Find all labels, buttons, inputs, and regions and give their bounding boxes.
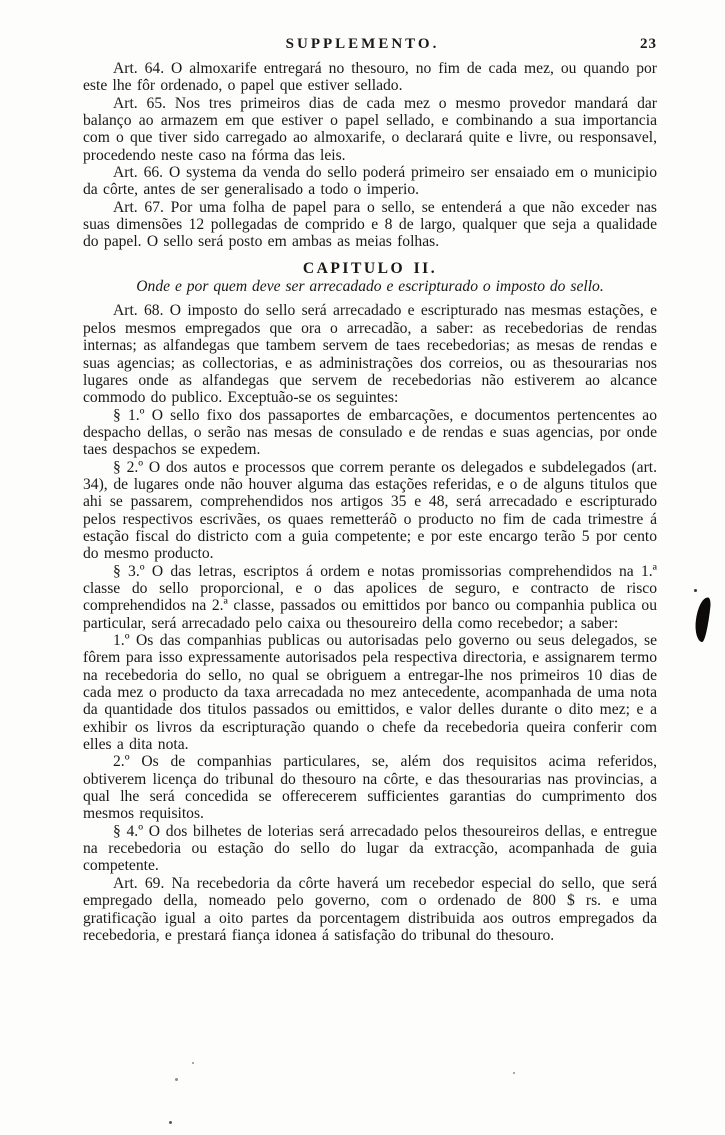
section-2: § 2.º O dos autos e processos que correm perante os delegados e subdelegados (art. 34), de lugares onde não houver alguma das estações referidas, e o de alguns titulos que ahi se passarem, comprehendidos nos artigos 35 e 48, será arrecadado e escripturado pelos respectivos escrivães, os quaes remetteráõ o producto no fim de cada trimestre á estação fiscal do districto com a guia competente; e por este encargo terão 5 por cento do mesmo producto.: [83, 458, 657, 563]
numbered-item-2: 2.º Os de companhias particulares, se, além dos requisitos acima referidos, obtiverem licença do tribunal do thesouro na côrte, e das thesourarias nas provincias, a qual lhe será concedida se offerecerem sufficientes garantias do cumprimento dos mesmos requisitos.: [83, 753, 657, 823]
section-1: § 1.º O sello fixo dos passaportes de embarcações, e documentos pertencentes ao despacho dellas, o serão nas mesas de consulado e de rendas e suas agencias, por onde taes despachos se expedem.: [83, 406, 657, 459]
page-number: 23: [640, 36, 657, 52]
page-title: SUPPLEMENTO.: [285, 36, 440, 52]
ink-smudge-artifact: [694, 596, 712, 642]
article-68: Art. 68. O imposto do sello será arrecadado e escripturado nas mesmas estações, e pelos mesmos empregados que ora o arrecadão, a saber: as recebedorias de rendas internas; as alfandegas que tambem servem de taes recebedorias; as mesas de rendas e suas agencias; as collectorias, e as administrações dos correios, ou as thesourarias nos lugares onde as alfandegas que servem de recebedorias não estiverem ao alcance commodo do publico. Exceptuão-se os seguintes:: [83, 302, 657, 407]
chapter-2-subtitle: Onde e por quem deve ser arrecadado e escripturado o imposto do sello.: [136, 278, 604, 296]
article-65: Art. 65. Nos tres primeiros dias de cada mez o mesmo provedor mandará dar balanço ao armazem em que estiver o papel sellado, e combinando a sua importancia com o que tiver sido carregado ao almoxarife, o declarará quite e livre, ou responsavel, procedendo neste caso na fórma das leis.: [83, 94, 657, 164]
section-3: § 3.º O das letras, escriptos á ordem e notas promissorias comprehendidos na 1.ª classe do sello proporcional, e o das apolices de seguro, e contracto de risco comprehendidos na 2.ª classe, passados ou emittidos por banco ou companhia publica ou particular, será arrecadado pelo caixa ou thesoureiro della como recebedor; a saber:: [83, 562, 657, 632]
ink-fleck-artifact: [694, 589, 697, 592]
article-69: Art. 69. Na recebedoria da côrte haverá um recebedor especial do sello, que será empregado della, nomeado pelo governo, com o ordenado de 800 $ rs. e uma gratificação igual a oito partes da porcentagem distribuida aos outros empregados da recebedoria, e prestará fiança idonea á satisfação do tribunal do thesouro.: [83, 874, 657, 944]
section-4: § 4.º O dos bilhetes de loterias será arrecadado pelos thesoureiros dellas, e entregue na recebedoria ou estação do sello do lugar da extracção, acompanhada de guia competente.: [83, 822, 657, 875]
numbered-item-1: 1.º Os das companhias publicas ou autorisadas pelo governo ou seus delegados, se fôrem para isso expressamente autorisados pela respectiva directoria, e assignarem termo na recebedoria do sello, no qual se obriguem a entregar-lhe nos primeiros 10 dias de cada mez o producto da taxa arrecadada no mez antecedente, acompanhada de uma nota da quantidade dos titulos passados ou emittidos, e valor delles durante o dito mez; e a exhibir os livros da escripturação quando o chefe da recebedoria queira conferir com elles a dita nota.: [83, 632, 657, 754]
article-66: Art. 66. O systema da venda do sello poderá primeiro ser ensaiado em o municipio da côrte, antes de ser generalisado a todo o imperio.: [83, 164, 657, 199]
article-64: Art. 64. O almoxarife entregará no thesouro, no fim de cada mez, ou quando por este lhe fôr ordenado, o papel que estiver sellado.: [83, 60, 657, 95]
scan-speck: [169, 1121, 172, 1124]
chapter-2-heading: CAPITULO II.: [302, 259, 438, 277]
article-67: Art. 67. Por uma folha de papel para o sello, se entenderá a que não exceder nas suas dimensões 12 pollegadas de comprido e 8 de largo, qualquer que seja a qualidade do papel. O sello será posto em ambas as meias folhas.: [83, 198, 657, 251]
scan-speck: [192, 1062, 194, 1064]
scan-speck: [513, 1072, 515, 1074]
scan-speck: [175, 1078, 178, 1081]
running-header: [0, 36, 725, 58]
page-body: [83, 60, 657, 944]
